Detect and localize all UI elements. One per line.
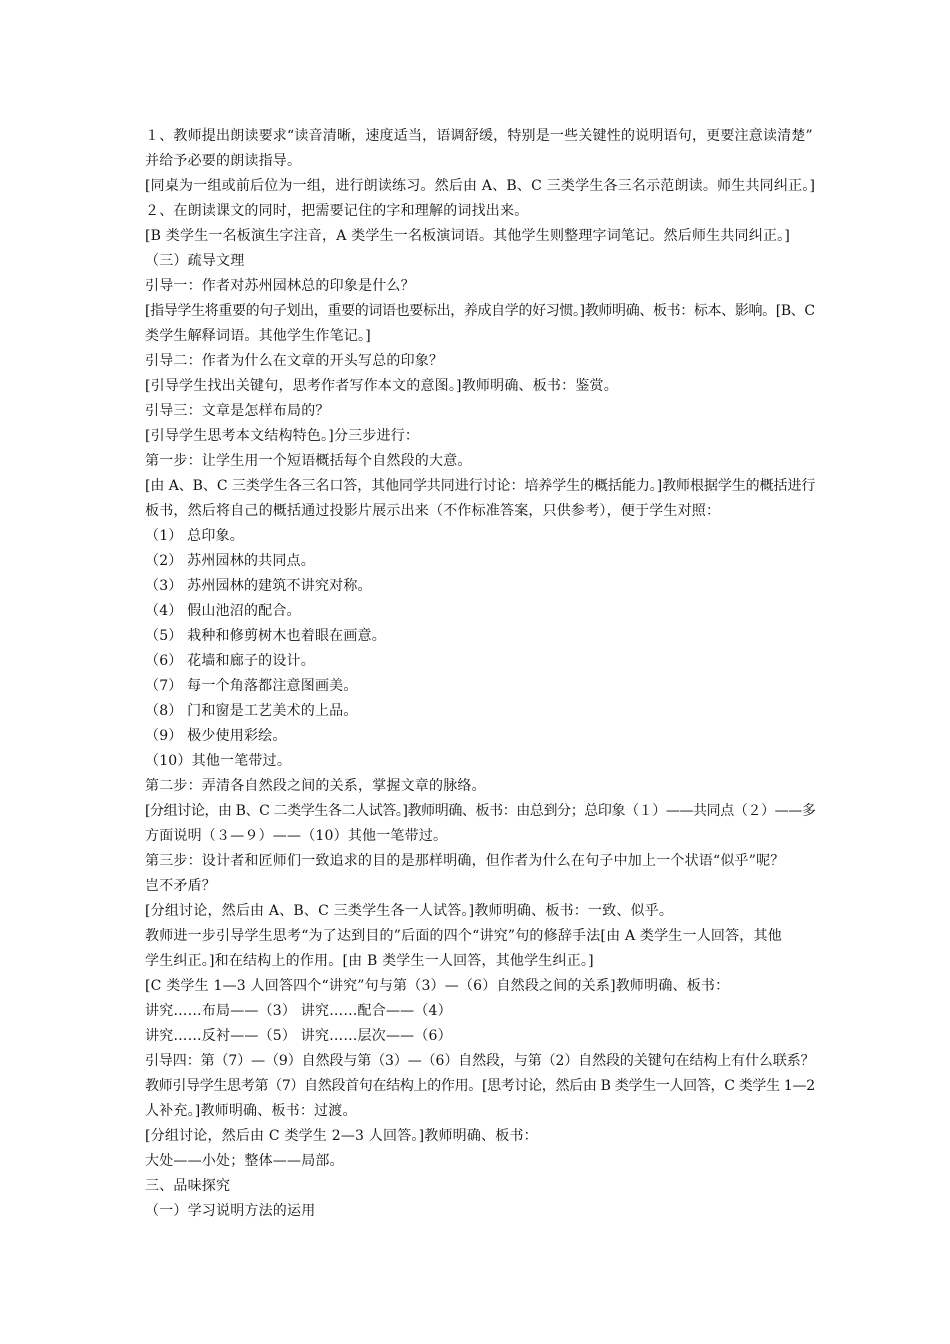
list-item: （3） 苏州园林的建筑不讲究对称。 — [145, 578, 372, 594]
text-line: 大处——小处；整体——局部。 — [145, 1153, 344, 1169]
text-line: 岂不矛盾？ — [145, 878, 216, 894]
list-item: （9） 极少使用彩绘。 — [145, 728, 287, 744]
text-line: 学生纠正。]和在结构上的作用。[由 B 类学生一人回答，其他学生纠正。] — [145, 953, 594, 969]
text-line: [分组讨论，然后由 C 类学生 2—3 人回答。]教师明确、板书： — [145, 1128, 538, 1144]
list-item: （2） 苏州园林的共同点。 — [145, 553, 315, 569]
text-line: 引导二：作者为什么在文章的开头写总的印象？ — [145, 353, 444, 369]
text-line: [B 类学生一名板演生字注音，A 类学生一名板演词语。其他学生则整理字词笔记。然后师生共同纠正。] — [145, 228, 791, 244]
text-line: [同桌为一组或前后位为一组，进行朗读练习。然后由 A、B、C 三类学生各三名示范朗读。师生共同纠正。] — [145, 178, 816, 194]
text-line: 引导三：文章是怎样布局的？ — [145, 403, 330, 419]
text-line: 第一步：让学生用一个短语概括每个自然段的大意。 — [145, 453, 472, 469]
text-line: 第三步：设计者和匠师们一致追求的目的是那样明确，但作者为什么在句子中加上一个状语“似乎”呢？ — [145, 853, 785, 869]
text-line: 讲究……反衬——（5） 讲究……层次——（6） — [145, 1028, 452, 1044]
text-line: [指导学生将重要的句子划出，重要的词语也要标出，养成自学的好习惯。]教师明确、板书：标本、影响。[B、C — [145, 303, 815, 319]
list-item: （8） 门和窗是工艺美术的上品。 — [145, 703, 358, 719]
text-line: [分组讨论，由 B、C 二类学生各二人试答。]教师明确、板书：由总到分；总印象（１）——共同点（２）——多 — [145, 803, 816, 819]
list-item: （1） 总印象。 — [145, 528, 244, 544]
section-heading: （三）疏导文理 — [145, 253, 245, 269]
text-line: 讲究……布局——（3） 讲究……配合——（4） — [145, 1003, 452, 1019]
text-line: ２、在朗读课文的同时，把需要记住的字和理解的词找出来。 — [145, 203, 529, 219]
list-item: （7） 每一个角落都注意图画美。 — [145, 678, 358, 694]
section-heading: 三、品味探究 — [145, 1178, 231, 1194]
text-line: 方面说明（３—９）——（10）其他一笔带过。 — [145, 828, 448, 844]
text-line: 教师引导学生思考第（7）自然段首句在结构上的作用。[思考讨论，然后由 B 类学生一人回答，C 类学生 1—2 — [145, 1078, 815, 1094]
list-item: （6） 花墙和廊子的设计。 — [145, 653, 315, 669]
text-line: [引导学生找出关键句，思考作者写作本文的意图。]教师明确、板书：鉴赏。 — [145, 378, 618, 394]
text-line: 板书，然后将自己的概括通过投影片展示出来（不作标准答案，只供参考），便于学生对照： — [145, 503, 721, 519]
list-item: （4） 假山池沼的配合。 — [145, 603, 301, 619]
text-line: 人补充。]教师明确、板书：过渡。 — [145, 1103, 357, 1119]
text-line: １、教师提出朗读要求“读音清晰，速度适当，语调舒缓，特别是一些关键性的说明语句，更要注意读清楚” — [145, 128, 813, 144]
text-line: 引导一：作者对苏州园林总的印象是什么？ — [145, 278, 415, 294]
list-item: （10）其他一笔带过。 — [145, 753, 292, 769]
text-line: [C 类学生 1—3 人回答四个“讲究”句与第（3）—（6）自然段之间的关系]教师明确、板书： — [145, 978, 730, 994]
text-line: [引导学生思考本文结构特色。]分三步进行： — [145, 428, 420, 444]
text-line: 类学生解释词语。其他学生作笔记。] — [145, 328, 371, 344]
text-line: 并给予必要的朗读指导。 — [145, 153, 302, 169]
text-line: [由 A、B、C 三类学生各三名口答，其他同学共同进行讨论：培养学生的概括能力。]教师根据学生的概括进行 — [145, 478, 816, 494]
document-page — [145, 124, 815, 1224]
list-item: （5） 栽种和修剪树木也着眼在画意。 — [145, 628, 386, 644]
text-line: 引导四：第（7）—（9）自然段与第（3）—（6）自然段，与第（2）自然段的关键句在结构上有什么联系？ — [145, 1053, 815, 1069]
text-line: 第二步：弄清各自然段之间的关系，掌握文章的脉络。 — [145, 778, 486, 794]
text-line: [分组讨论，然后由 A、B、C 三类学生各一人试答。]教师明确、板书：一致、似乎。 — [145, 903, 674, 919]
text-line: 教师进一步引导学生思考“为了达到目的”后面的四个“讲究”句的修辞手法[由 A 类学生一人回答，其他 — [145, 928, 782, 944]
section-heading: （一）学习说明方法的运用 — [145, 1203, 316, 1219]
